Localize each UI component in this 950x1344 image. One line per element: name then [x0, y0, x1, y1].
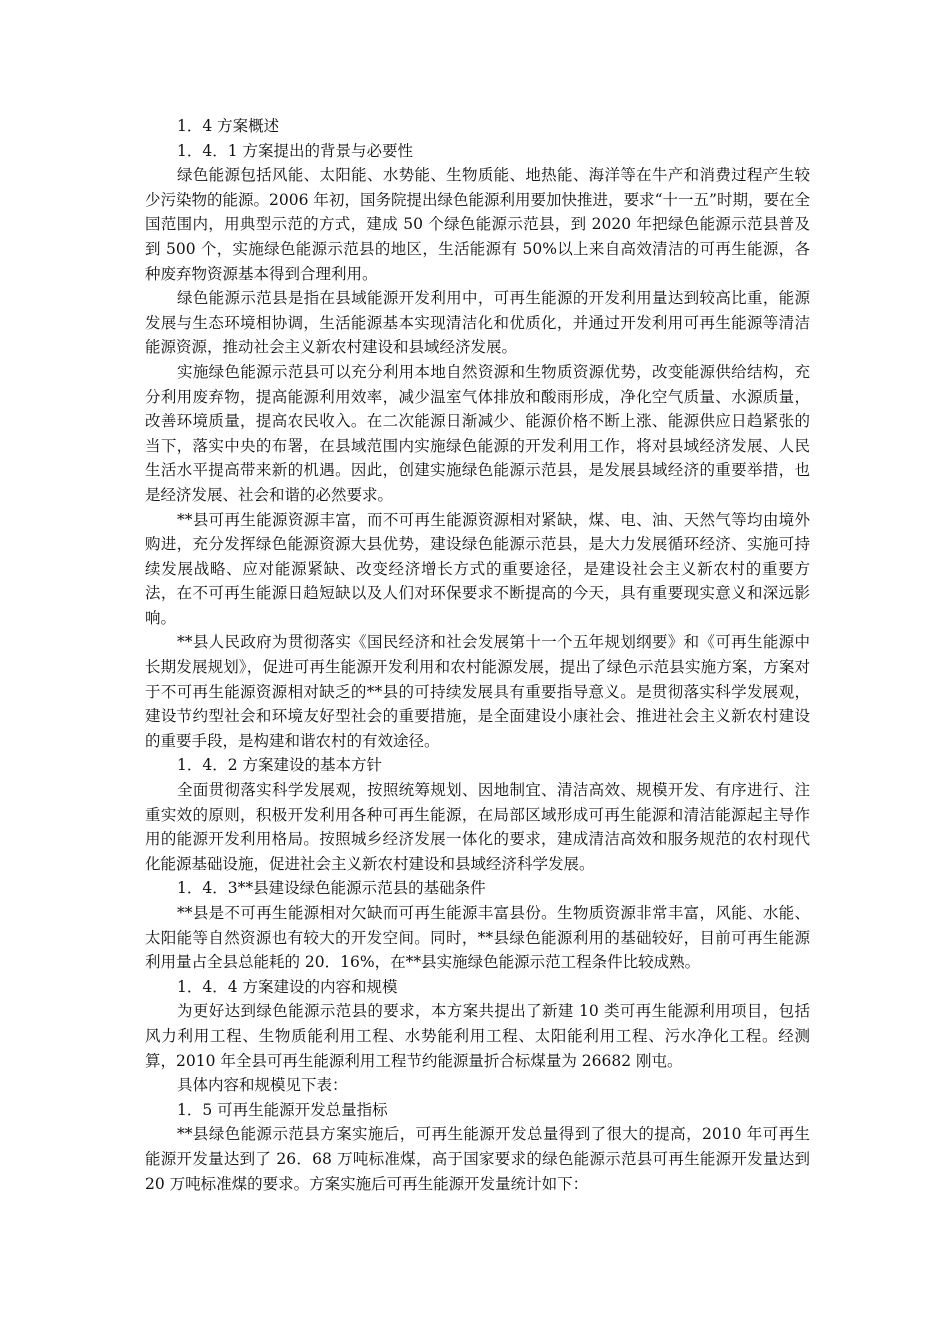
section-heading: 1．4 方案概述	[177, 117, 280, 135]
body-paragraph: 绿色能源包括风能、太阳能、水势能、生物质能、地热能、海洋等在牛产和消费过程产生较少污染物的能源。2006 年初，国务院提出绿色能源利用要加快推进，要求“十一五”时期，要在全国范围内，用典型示范的方式，建成 50 个绿色能源示范县，到 2020 年把绿色能源示范县普及到 500 个，实施绿色能源示范县的地区，生活能源有 50%以上来自高效清洁的可再生能源，各种废弃物资源基本得到合理利用。	[145, 166, 810, 283]
subsection-heading: 1．4．3**县建设绿色能源示范县的基础条件	[177, 879, 486, 898]
document-page	[145, 114, 810, 1196]
body-paragraph: 实施绿色能源示范县可以充分利用本地自然资源和生物质资源优势，改变能源供给结构，充分利用废弃物，提高能源利用效率，减少温室气体排放和酸雨形成，净化空气质量、水源质量，改善环境质量，提高农民收入。在二次能源日渐减少、能源价格不断上涨、能源供应日趋紧张的当下，落实中央的布署，在县域范围内实施绿色能源的开发利用工作，将对县域经济发展、人民生活水平提高带来新的机遇。因此，创建实施绿色能源示范县，是发展县域经济的重要举措，也是经济发展、社会和谐的必然要求。	[145, 362, 810, 504]
subsection-heading: 1．4．4 方案建设的内容和规模	[177, 977, 398, 996]
body-paragraph: **县可再生能源资源丰富，而不可再生能源资源相对紧缺，煤、电、油、天然气等均由境外购进，充分发挥绿色能源资源大县优势，建设绿色能源示范县，是大力发展循环经济、实施可持续发展战略、应对能源紧缺、改变经济增长方式的重要途径，是建设社会主义新农村的重要方法，在不可再生能源日趋短缺以及人们对环保要求不断提高的今天，具有重要现实意义和深远影响。	[145, 510, 810, 627]
body-paragraph: **县人民政府为贯彻落实《国民经济和社会发展第十一个五年规划纲要》和《可再生能源中长期发展规划》，促进可再生能源开发利用和农村能源发展，提出了绿色示范县实施方案，方案对于不可再生能源资源相对缺乏的**县的可持续发展具有重要指导意义。是贯彻落实科学发展观，建设节约型社会和环境友好型社会的重要措施，是全面建设小康社会、推进社会主义新农村建设的重要手段，是构建和谐农村的有效途径。	[145, 633, 810, 750]
body-paragraph: 绿色能源示范县是指在县域能源开发利用中，可再生能源的开发利用量达到较高比重，能源发展与生态环境相协调，生活能源基本实现清洁化和优质化，并通过开发利用可再生能源等清洁能源资源，推动社会主义新农村建设和县域经济发展。	[145, 289, 810, 357]
body-paragraph: 为更好达到绿色能源示范县的要求，本方案共提出了新建 10 类可再生能源利用项目，包括风力利用工程、生物质能利用工程、水势能利用工程、太阳能利用工程、污水净化工程。经测算，2010 年全县可再生能源利用工程节约能源量折合标煤量为 26682 刚屯。	[145, 1002, 810, 1070]
subsection-heading: 1．4．1 方案提出的背景与必要性	[177, 141, 414, 160]
body-paragraph: **县绿色能源示范县方案实施后，可再生能源开发总量得到了很大的提高，2010 年可再生能源开发量达到了 26．68 万吨标准煤，高于国家要求的绿色能源示范县可再生能源开发量达到 20 万吨标准煤的要求。方案实施后可再生能源开发量统计如下：	[145, 1125, 810, 1193]
body-paragraph: 具体内容和规模见下表：	[177, 1076, 348, 1095]
section-heading: 1．5 可再生能源开发总量指标	[177, 1100, 388, 1119]
body-paragraph: 全面贯彻落实科学发展观，按照统筹规划、因地制宜、清洁高效、规模开发、有序进行、注重实效的原则，积极开发利用各种可再生能源，在局部区域形成可再生能源和清洁能源起主导作用的能源开发利用格局。按照城乡经济发展一体化的要求，建成清洁高效和服务规范的农村现代化能源基础设施，促进社会主义新农村建设和县域经济科学发展。	[145, 781, 810, 873]
body-paragraph: **县是不可再生能源相对欠缺而可再生能源丰富县份。生物质资源非常丰富，风能、水能、太阳能等自然资源也有较大的开发空间。同时，**县绿色能源利用的基础较好，目前可再生能源利用量占全县总能耗的 20．16%，在**县实施绿色能源示范工程条件比较成熟。	[145, 904, 810, 972]
subsection-heading: 1．4．2 方案建设的基本方针	[177, 756, 383, 775]
